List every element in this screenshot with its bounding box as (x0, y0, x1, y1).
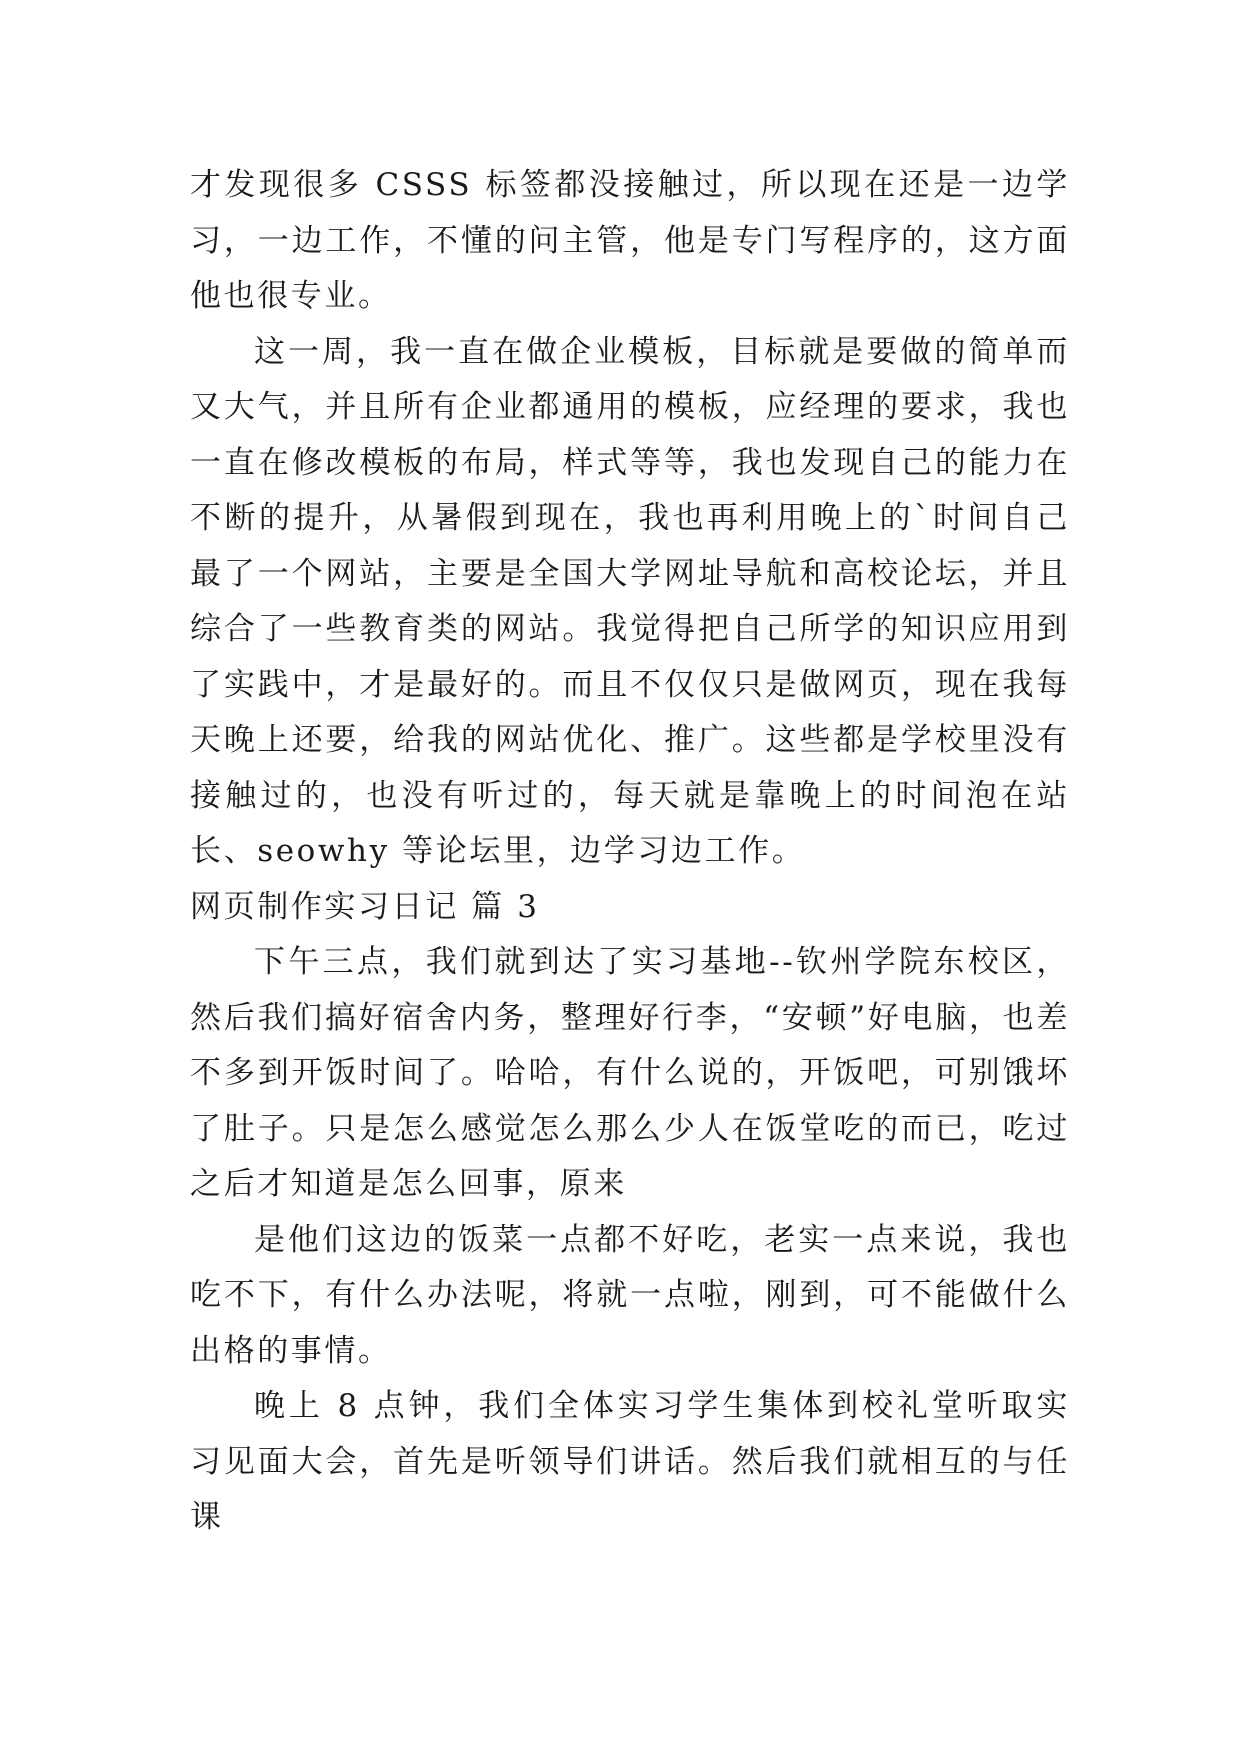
section-heading: 网页制作实习日记 篇 3 (190, 888, 540, 925)
paragraph-week-work: 这一周，我一直在做企业模板，目标就是要做的简单而又大气，并且所有企业都通用的模板，应经理的要求，我也一直在修改模板的布局，样式等等，我也发现自己的能力在不断的提升，从暑假到现在，我也再利用晚上的`时间自己最了一个网站，主要是全国大学网址导航和高校论坛，并且综合了一些教育类的网站。我觉得把自己所学的知识应用到了实践中，才是最好的。而且不仅仅只是做网页，现在我每天晚上还要，给我的网站优化、推广。这些都是学校里没有接触过的，也没有听过的，每天就是靠晚上的时间泡在站长、seowhy 等论坛里，边学习边工作。 (190, 333, 1070, 869)
paragraph-meeting: 晚上 8 点钟，我们全体实习学生集体到校礼堂听取实习见面大会，首先是听领导们讲话。然后我们就相互的与任课 (190, 1388, 1070, 1535)
document-body (190, 158, 1070, 1546)
paragraph-continuation: 才发现很多 CSSS 标签都没接触过，所以现在还是一边学习，一边工作，不懂的问主管，他是专门写程序的，这方面他也很专业。 (190, 167, 1070, 314)
paragraph-food: 是他们这边的饭菜一点都不好吃，老实一点来说，我也吃不下，有什么办法呢，将就一点啦，刚到，可不能做什么出格的事情。 (190, 1221, 1070, 1369)
paragraph-arrival: 下午三点，我们就到达了实习基地--钦州学院东校区，然后我们搞好宿舍内务，整理好行李，“安顿”好电脑，也差不多到开饭时间了。哈哈，有什么说的，开饭吧，可别饿坏了肚子。只是怎么感觉怎么那么少人在饭堂吃的而已，吃过之后才知道是怎么回事，原来 (190, 944, 1070, 1202)
